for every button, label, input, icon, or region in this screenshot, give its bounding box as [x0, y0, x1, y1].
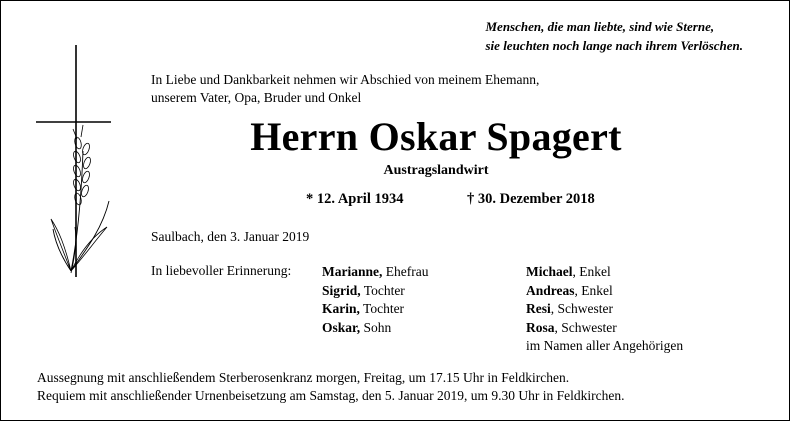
mourner-relation: Ehefrau [382, 264, 429, 279]
death-date: † 30. Dezember 2018 [467, 191, 595, 207]
mourner-relation: Tochter [359, 301, 405, 316]
mourner-relation: Tochter [360, 282, 405, 298]
service-info [37, 369, 625, 405]
birth-date: * 12. April 1934 [306, 191, 404, 207]
mourner-relation: Sohn [360, 319, 392, 335]
list-item [526, 263, 683, 282]
list-item [526, 300, 683, 319]
intro-line-1: In Liebe und Dankbarkeit nehmen wir Abschied von meinem Ehemann, [151, 72, 540, 87]
mourners-label: In liebevoller Erinnerung: [151, 263, 292, 278]
list-item [322, 300, 428, 319]
mourner-name: Karin, [322, 301, 360, 316]
mourner-name: Oskar, [322, 319, 361, 335]
list-item [322, 319, 428, 338]
mourner-name: Andreas [526, 282, 575, 298]
intro-line-2: unserem Vater, Opa, Bruder und Onkel [151, 90, 362, 105]
cross-with-wheat-icon [31, 41, 121, 281]
mourner-relation: , Schwester [554, 319, 617, 335]
mourner-relation: , Schwester [550, 301, 613, 316]
mourners-list-right [526, 263, 683, 356]
quote-line-1: Menschen, die man liebte, sind wie Sterne, [485, 19, 715, 34]
service-line-2: Requiem mit anschließender Urnenbeisetzung am Samstag, den 5. Januar 2019, um 9.30 Uhr in Feldkirchen. [37, 388, 625, 403]
memorial-quote [486, 17, 744, 55]
mourners-list-left [322, 263, 428, 337]
place-and-date: Saulbach, den 3. Januar 2019 [151, 229, 310, 244]
mourner-relation: , Enkel [574, 282, 613, 298]
mourner-relation: , Enkel [572, 264, 611, 279]
mourner-name: Resi [526, 301, 551, 316]
intro-text [151, 71, 539, 107]
list-item [526, 319, 683, 338]
mourner-name: Sigrid, [322, 282, 361, 298]
service-line-1: Aussegnung mit anschließendem Sterberosenkranz morgen, Freitag, um 17.15 Uhr in Feldkirchen. [37, 370, 570, 385]
list-item [322, 282, 428, 301]
mourner-name: Marianne, [322, 264, 383, 279]
mourners-closing: im Namen aller Angehörigen [526, 338, 684, 353]
deceased-occupation: Austragslandwirt [383, 163, 489, 178]
mourner-name: Rosa [526, 319, 555, 335]
list-item [526, 282, 683, 301]
mourner-name: Michael [526, 264, 573, 279]
deceased-name: Herrn Oskar Spagert [250, 114, 622, 159]
list-item [322, 263, 428, 282]
quote-line-2: sie leuchten noch lange nach ihrem Verlöschen. [485, 38, 743, 53]
